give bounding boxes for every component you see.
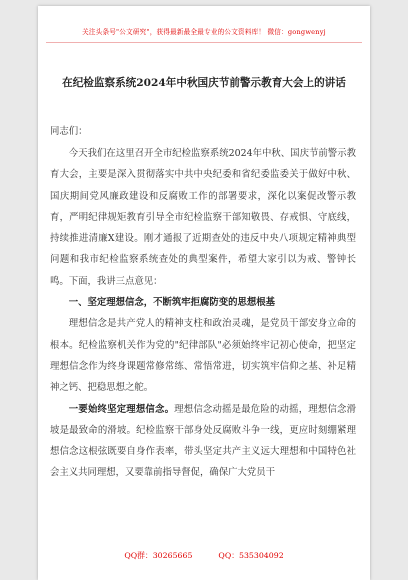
paragraph-section-1-intro: 理想信念是共产党人的精神支柱和政治灵魂，是党员干部安身立命的根本。纪检监察机关作为党的"纪律部队"必须始终牢记初心使命，把坚定理想信念作为终身课题常修常练、常悟常进，切实筑牢信仰之基、补足精神之钙、把稳思想之舵。 [50,318,356,394]
paragraph-intro: 今天我们在这里召开全市纪检监察系统2024年中秋、国庆节前警示教育大会，主要是深入贯彻落实中共中央纪委和省纪委监委关于做好中秋、国庆期间党风廉政建设和反腐败工作的部署要求，深化以案促改警示教育，严明纪律规矩教育引导全市纪检监察干部知敬畏、存戒惧、守底线，持续推进清廉X建设。刚才通报了近期查处的违反中央八项规定精神典型问题和我市纪检监察系统查处的典型案件，希望大家引以为戒、警钟长鸣。下面，我讲三点意见： [50,148,356,287]
document-title: 在纪检监察系统2024年中秋国庆节前警示教育大会上的讲话 [62,77,346,89]
footer-contact [38,550,370,561]
footer-qq: QQ：535304092 [218,551,284,560]
point-lead: 一要始终坚定理想信念。 [68,403,175,415]
header-promo-note: 关注头条号"公文研究"，获得最新最全最专业的公文资料库！ 微信：gongwenyj [82,28,326,36]
document-body [50,143,356,484]
document-page [38,6,370,580]
paragraph-section-1-point-1 [50,399,356,484]
salutation: 同志们： [50,126,88,137]
point-text: 理想信念动摇是最危险的动摇，理想信念滑坡是最致命的滑坡。纪检监察干部身处反腐败斗争一线，更应时刻绷紧理想信念这根弦既要自身作表率，带头坚定共产主义远大理想和中国特色社会主义共同理想，又要靠前指导督促，确保广大党员干 [50,403,356,479]
header-divider [46,42,362,43]
section-heading-1: 一、坚定理想信念，不断筑牢拒腐防变的思想根基 [68,297,276,309]
footer-qq-group: QQ群：30265665 [124,551,193,560]
